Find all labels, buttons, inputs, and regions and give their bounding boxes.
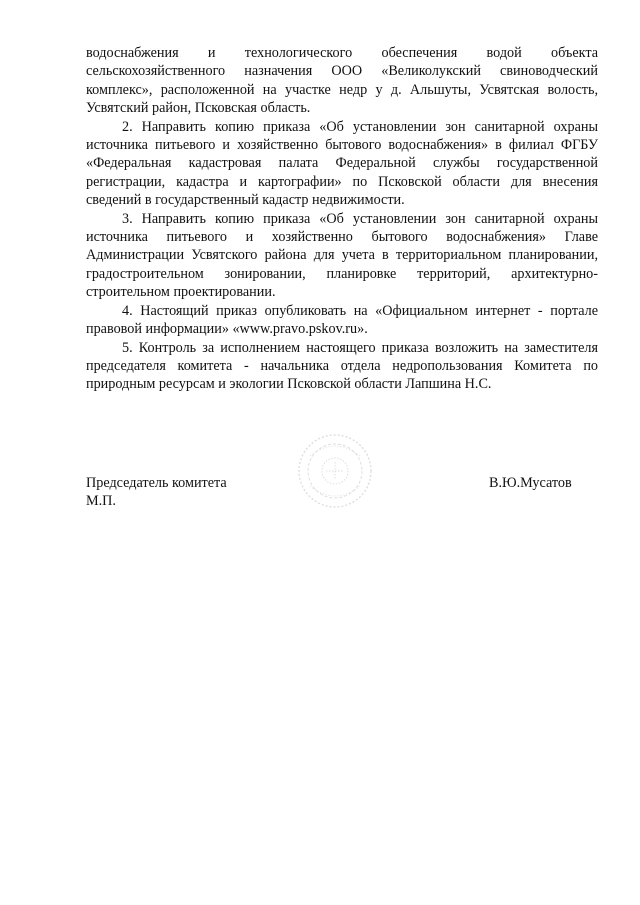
paragraph-4: 4. Настоящий приказ опубликовать на «Официальном интернет - портале правовой информации» «www.pravo.pskov.ru». (86, 302, 598, 338)
document-body (86, 44, 598, 394)
paragraph-1: водоснабжения и технологического обеспечения водой объекта сельскохозяйственного назначения ООО «Великолукский свиноводческий комплекс», расположенной на участке недр у д. Альшуты, Усвятская волость, Усвятский район, Псковская область. (86, 45, 598, 117)
signature-left-block (86, 474, 227, 511)
paragraph-3: 3. Направить копию приказа «Об установлении зон санитарной охраны источника питьевого и хозяйственно бытового водоснабжения» Главе Администрации Усвятского района для учета в территориальном планировании, градостроительном зонировании, планировке территорий, архитектурно-строительном проектировании. (86, 210, 598, 301)
seal-stamp-icon (296, 432, 374, 510)
signatory-name: В.Ю.Мусатов (489, 475, 572, 491)
signature-right-block (489, 474, 572, 492)
signatory-position: Председатель комитета (86, 475, 227, 491)
paragraph-5: 5. Контроль за исполнением настоящего приказа возложить на заместителя председателя комитета - начальника отдела недропользования Комитета по природным ресурсам и экологии Псковской области Лапшина Н.С. (86, 339, 598, 393)
seal-mark: М.П. (86, 493, 116, 510)
paragraph-2: 2. Направить копию приказа «Об установлении зон санитарной охраны источника питьевого и хозяйственно бытового водоснабжения» в филиал ФГБУ «Федеральная кадастровая палата Федеральной службы государственной регистрации, кадастра и картографии» по Псковской области для внесения сведений в государственный кадастр недвижимости. (86, 118, 598, 209)
seal-stamp-graphic (296, 432, 374, 510)
